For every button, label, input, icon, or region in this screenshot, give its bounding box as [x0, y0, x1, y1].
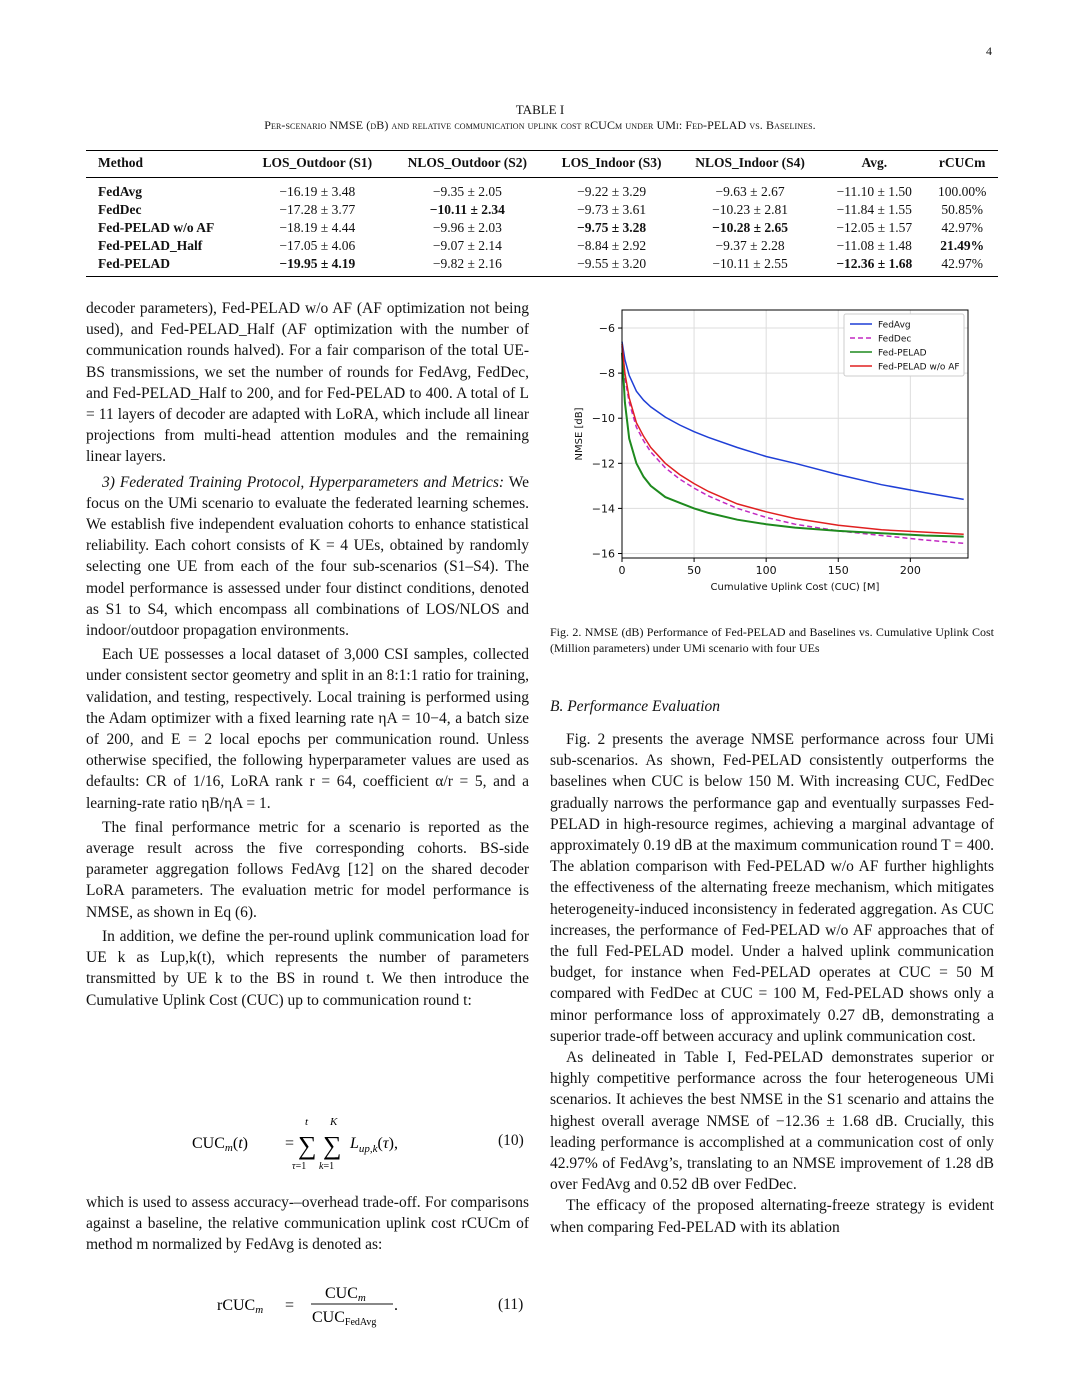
table-cell: −19.95 ± 4.19	[245, 255, 389, 277]
table-cell: −17.05 ± 4.06	[279, 238, 356, 253]
table-cell: 42.97%	[941, 220, 983, 235]
table-cell: Fed-PELAD_Half	[98, 238, 203, 253]
table-cell: 50.85%	[941, 202, 983, 217]
table-cell: −9.35 ± 2.05	[432, 184, 502, 199]
table-cell: −16.19 ± 3.48	[279, 184, 356, 199]
legend-label: Fed-PELAD	[878, 348, 927, 359]
legend-label: FedAvg	[878, 320, 911, 331]
table-row	[86, 255, 998, 277]
subsection-heading: 3) Federated Training Protocol, Hyperparameters and Metrics:	[102, 473, 505, 491]
equation-11-render	[215, 1280, 415, 1330]
y-tick-label: −12	[591, 457, 615, 471]
table-cell: −11.84 ± 1.55	[836, 202, 912, 217]
svg-text:CUCm(t): CUCm(t)	[192, 1135, 248, 1154]
nmse-chart	[566, 302, 986, 602]
results-table	[86, 150, 998, 277]
table-row	[86, 178, 998, 202]
table-cell: −17.28 ± 3.77	[279, 202, 356, 217]
table-cell: 42.97%	[926, 255, 998, 277]
paragraph: The final performance metric for a scenario is reported as the average result across the five corresponding cohorts. BS-side parameter aggregation follows FedAvg [12] on the shared decoder LoRA parameters. The evaluation metric for model performance is NMSE, as shown in Eq (6).	[86, 818, 529, 921]
table-cell: −10.11 ± 2.55	[678, 255, 822, 277]
table-header-cell: LOS_Indoor (S3)	[545, 151, 678, 178]
table-header-row	[86, 151, 998, 178]
svg-text:∑: ∑	[298, 1131, 317, 1160]
equation-10-render	[190, 1112, 440, 1176]
table-cell: 100.00%	[937, 184, 987, 199]
y-axis-label: NMSE [dB]	[574, 407, 585, 461]
legend-label: FedDec	[878, 334, 912, 345]
table-cell: −12.05 ± 1.57	[836, 220, 913, 235]
paragraph: decoder parameters), Fed-PELAD w/o AF (AF optimization not being used), and Fed-PELAD_Half (AF optimization with the number of communication rounds halved). For a fair comparison of the total UE-BS transmissions, we set the number of rounds for FedAvg, FedDec, and Fed-PELAD_Half to 200, and for Fed-PELAD to 400. A total of L = 11 layers of decoder are adapted with LoRA, which include all linear projections from multi-head attention modules and the remaining linear layers.	[86, 300, 529, 466]
svg-text:CUCm: CUCm	[325, 1285, 366, 1304]
table-header-cell: Avg.	[822, 151, 926, 178]
table-header-cell: rCUCm	[926, 151, 998, 178]
table-cell: −11.08 ± 1.48	[836, 238, 912, 253]
table-cell: Fed-PELAD w/o AF	[98, 220, 215, 235]
left-column	[86, 298, 529, 1011]
svg-text:.: .	[394, 1297, 398, 1314]
x-tick-label: 0	[618, 564, 626, 577]
x-tick-label: 50	[687, 564, 702, 577]
paragraph: which is used to assess accuracy-–overhead trade-off. For comparisons against a baseline, the relative communication uplink cost rCUCm of method m normalized by FedAvg is denoted as:	[86, 1194, 529, 1254]
table-header-cell: LOS_Outdoor (S1)	[245, 151, 389, 178]
paragraph: Each UE possesses a local dataset of 3,000 CSI samples, collected under consistent sector geometry and split in an 8:1:1 ratio for training, validation, and testing, respectively. Local training is performed using the Adam optimizer with a fixed learning rate ηA = 10−4, a batch size of 200, and E = 2 local epochs per communication round. Unless otherwise specified, the following hyperparameter values are used as defaults: CR of 1/16, LoRA rank r = 64, coefficient α/r = 5, and a learning-rate ratio ηB/ηA = 1.	[86, 646, 529, 812]
table-row	[86, 219, 998, 237]
table-cell: −10.28 ± 2.65	[712, 220, 788, 235]
paragraph	[86, 472, 529, 642]
paragraph: As delineated in Table I, Fed-PELAD demonstrates superior or highly competitive performance across the four heterogeneous UMi scenarios. It achieves the best NMSE in the S1 scenario and attains the highest overall average NMSE of −12.36 ± 1.68 dB. Crucially, this leading performance is accomplished at a communication cost of only 42.97% of FedAvg’s, translating to an NMSE improvement of 1.28 dB over FedAvg and 0.52 dB over FedDec.	[550, 1049, 994, 1194]
x-tick-label: 150	[827, 564, 849, 577]
table-cell: FedAvg	[98, 184, 142, 199]
svg-text:CUCFedAvg: CUCFedAvg	[312, 1309, 377, 1328]
y-tick-label: −14	[591, 502, 615, 516]
y-tick-label: −16	[591, 547, 615, 561]
table-cell: −18.19 ± 4.44	[279, 220, 356, 235]
table-cell: −10.11 ± 2.34	[429, 202, 505, 217]
y-tick-label: −8	[598, 367, 615, 381]
table-cell: −9.63 ± 2.67	[715, 184, 785, 199]
right-column	[550, 729, 994, 1238]
equation-10-number: (10)	[498, 1132, 524, 1149]
table-row	[86, 201, 998, 219]
table-cell: −10.23 ± 2.81	[712, 202, 788, 217]
equation-10	[190, 1112, 440, 1176]
table-cell: −9.22 ± 3.29	[577, 184, 647, 199]
x-tick-label: 100	[755, 564, 777, 577]
paragraph-text: We focus on the UMi scenario to evaluate the federated learning schemes. We establish five independent evaluation cohorts to enhance statistical reliability. Each cohort consists of K = 4 UEs, obtained by randomly selecting one UE from each of the four sub-scenarios (S1–S4). The model performance is assessed under four distinct conditions, denoted as S1 to S4, which encompass all combinations of LOS/NLOS and indoor/outdoor propagation environments.	[86, 473, 529, 640]
y-tick-label: −6	[598, 322, 615, 336]
table-cell: FedDec	[98, 202, 142, 217]
svg-text:τ=1: τ=1	[292, 1161, 307, 1172]
equation-11	[215, 1280, 415, 1330]
table-cell: −9.07 ± 2.14	[432, 238, 502, 253]
svg-text:K: K	[330, 1116, 338, 1128]
svg-text:t: t	[305, 1116, 309, 1128]
table-cell: −8.84 ± 2.92	[577, 238, 647, 253]
table-cell: −11.10 ± 1.50	[836, 184, 912, 199]
paragraph: Fig. 2 presents the average NMSE performance across four UMi sub-scenarios. As shown, Fed-PELAD consistently outperforms the baselines when CUC is below 150 M. With increasing CUC, FedDec gradually narrows the performance gap and eventually surpasses Fed-PELAD in high-resource regimes, achieving a marginal advantage of approximately 0.19 dB at the maximum communication round T = 400. The ablation comparison with Fed-PELAD w/o AF further highlights the effectiveness of the alternating freeze mechanism, which mitigates heterogeneity-induced inconsistency in federated aggregation. As CUC increases, the performance of Fed-PELAD w/o AF approaches that of the full Fed-PELAD model. Under a halved uplink communication budget, for instance when Fed-PELAD operates at CUC = 50 M compared with FedDec at CUC = 100 M, Fed-PELAD shows only a minor performance loss of approximately 0.27 dB, demonstrating a superior trade-off between accuracy and uplink communication cost.	[550, 731, 994, 1045]
table-cell: −9.75 ± 3.28	[577, 220, 647, 235]
table-label: TABLE I	[515, 102, 565, 117]
table-header-cell: Method	[86, 151, 245, 178]
left-column-lower	[86, 1192, 529, 1256]
svg-text:∑: ∑	[323, 1131, 342, 1160]
paragraph: The efficacy of the proposed alternating-freeze strategy is evident when comparing Fed-PELAD with its ablation	[550, 1197, 994, 1236]
table-cell: −9.55 ± 3.20	[545, 255, 678, 277]
table-cell: −9.82 ± 2.16	[389, 255, 545, 277]
svg-text:=: =	[285, 1297, 295, 1314]
svg-text:Lup,k(τ),: $L_{up,k}(\tau)$,	[350, 1135, 398, 1155]
section-heading: B. Performance Evaluation	[550, 698, 721, 715]
table-row	[86, 237, 998, 255]
y-tick-label: −10	[591, 412, 615, 426]
x-tick-label: 200	[899, 564, 921, 577]
table-cell: −9.37 ± 2.28	[715, 238, 785, 253]
paragraph: In addition, we define the per-round uplink communication load for UE k as Lup,k(t), which represents the number of parameters transmitted by UE k to the BS in round t. We then introduce the Cumulative Uplink Cost (CUC) up to communication round t:	[86, 927, 529, 1009]
table-cell: −9.96 ± 2.03	[432, 220, 502, 235]
table-caption: Per-scenario NMSE (dB) and relative communication uplink cost rCUCm under UMi: Fed-PELAD vs. Baselines.	[264, 118, 816, 132]
svg-text:rCUCm: rCUCm	[217, 1297, 264, 1316]
series-line-fed-pelad	[622, 353, 964, 537]
page-number: 4	[986, 44, 992, 58]
equation-11-number: (11)	[498, 1296, 524, 1313]
table-cell: 21.49%	[940, 238, 985, 253]
legend-label: Fed-PELAD w/o AF	[878, 362, 960, 373]
table-cell: Fed-PELAD	[86, 255, 245, 277]
svg-text:=: =	[285, 1135, 295, 1152]
table-cell: −12.36 ± 1.68	[822, 255, 926, 277]
table-header-cell: NLOS_Indoor (S4)	[678, 151, 822, 178]
table-header-cell: NLOS_Outdoor (S2)	[389, 151, 545, 178]
table-cell: −9.73 ± 3.61	[577, 202, 647, 217]
svg-text:k=1: k=1	[319, 1161, 335, 1172]
x-axis-label: Cumulative Uplink Cost (CUC) [M]	[710, 582, 880, 593]
figure-caption: Fig. 2. NMSE (dB) Performance of Fed-PELAD and Baselines vs. Cumulative Uplink Cost (Million parameters) under UMi scenario with four UEs	[550, 625, 994, 655]
